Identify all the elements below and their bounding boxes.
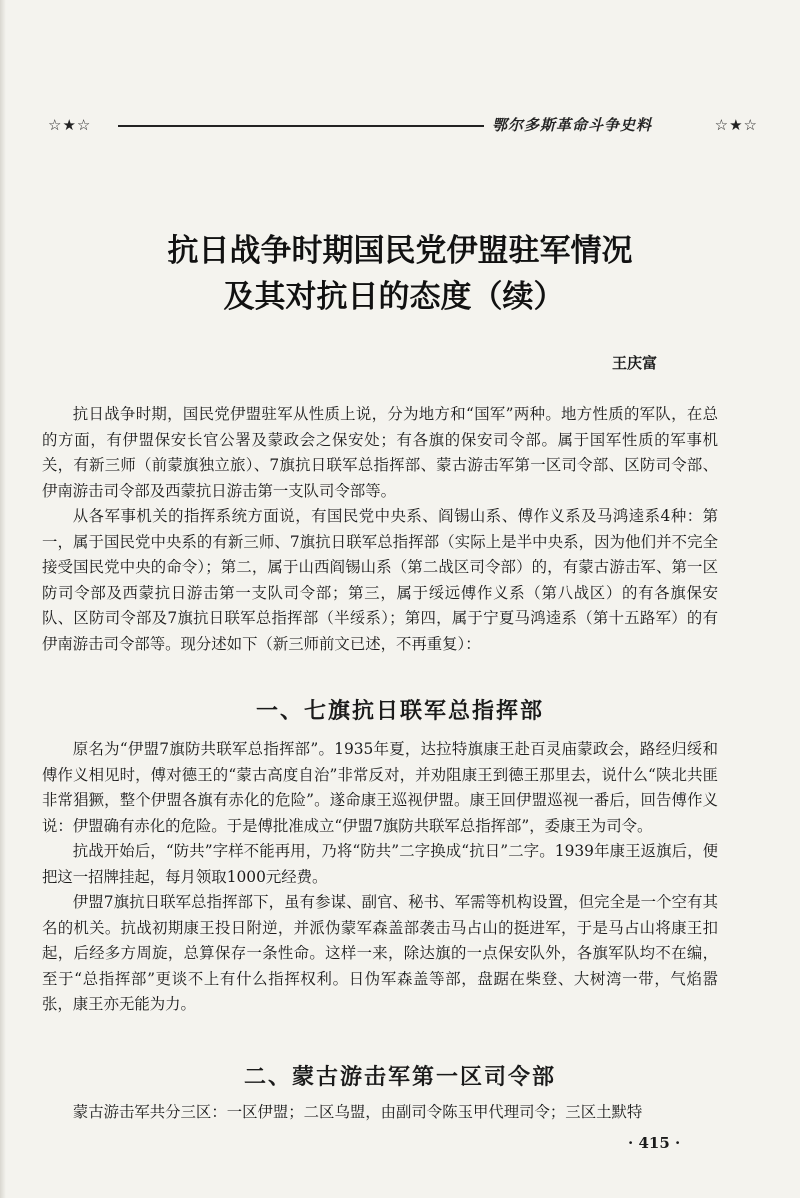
page-number: · 415 · (628, 1134, 681, 1152)
journal-title: 鄂尔多斯革命斗争史料 (492, 116, 653, 134)
star-ornament-right: ☆★☆ (714, 116, 758, 134)
paragraph: 抗日战争时期，国民党伊盟驻军从性质上说，分为地方和“国军”两种。地方性质的军队，在总的方面，有伊盟保安长官公署及蒙政会之保安处；有各旗的保安司令部。属于国军性质的军事机关，有新三师（前蒙旗独立旅）、7旗抗日联军总指挥部、蒙古游击军第一区司令部、区防司令部、伊南游击司令部及西蒙抗日游击第一支队司令部等。 (42, 405, 718, 500)
article-title-line-2: 及其对抗日的态度（续） (223, 279, 565, 315)
author-name: 王庆富 (612, 354, 658, 372)
section-heading-1: 一、七旗抗日联军总指挥部 (255, 699, 544, 724)
running-header (48, 114, 758, 138)
section-2-text (42, 1100, 718, 1126)
section-1-text (42, 737, 718, 1018)
paragraph: 蒙古游击军共分三区：一区伊盟；二区乌盟，由副司令陈玉甲代理司令；三区土默特 (72, 1103, 643, 1121)
intro-text (42, 402, 718, 657)
header-rule (118, 125, 484, 127)
paragraph: 抗战开始后，“防共”字样不能再用，乃将“防共”二字换成“抗日”二字。1939年康王返旗后，便把这一招牌挂起，每月领取1000元经费。 (42, 842, 718, 886)
section-heading-2: 二、蒙古游击军第一区司令部 (243, 1065, 556, 1090)
paragraph: 伊盟7旗抗日联军总指挥部下，虽有参谋、副官、秘书、军需等机构设置，但完全是一个空有其名的机关。抗战初期康王投日附逆，并派伪蒙军森盖部袭击马占山的挺进军，于是马占山将康王扣起，后经多方周旋，总算保存一条性命。这样一来，除达旗的一点保安队外，各旗军队均不在编，至于“总指挥部”更谈不上有什么指挥权利。日伪军森盖等部，盘踞在柴登、大树湾一带，气焰嚣张，康王亦无能为力。 (42, 893, 718, 1013)
page-edge-shadow (0, 0, 6, 1198)
star-ornament-left: ☆★☆ (48, 116, 92, 134)
paragraph: 原名为“伊盟7旗防共联军总指挥部”。1935年夏，达拉特旗康王赴百灵庙蒙政会，路经归绥和傅作义相见时，傅对德王的“蒙古高度自治”非常反对，并劝阻康王到德王那里去，说什么“陕北共匪非常猖獗，整个伊盟各旗有赤化的危险”。遂命康王巡视伊盟。康王回伊盟巡视一番后，回告傅作义说：伊盟确有赤化的危险。于是傅批准成立“伊盟7旗防共联军总指挥部”，委康王为司令。 (42, 740, 718, 835)
paragraph: 从各军事机关的指挥系统方面说，有国民党中央系、阎锡山系、傅作义系及马鸿逵系4种：第一，属于国民党中央系的有新三师、7旗抗日联军总指挥部（实际上是半中央系，因为他们并不完全接受国民党中央的命令）；第二，属于山西阎锡山系（第二战区司令部）的，有蒙古游击军、第一区防司令部及西蒙抗日游击第一支队司令部；第三，属于绥远傅作义系（第八战区）的有各旗保安队、区防司令部及7旗抗日联军总指挥部（半绥系）；第四，属于宁夏马鸿逵系（第十五路军）的有伊南游击司令部等。现分述如下（新三师前文已述，不再重复）： (42, 507, 718, 653)
article-title-line-1: 抗日战争时期国民党伊盟驻军情况 (167, 233, 633, 269)
